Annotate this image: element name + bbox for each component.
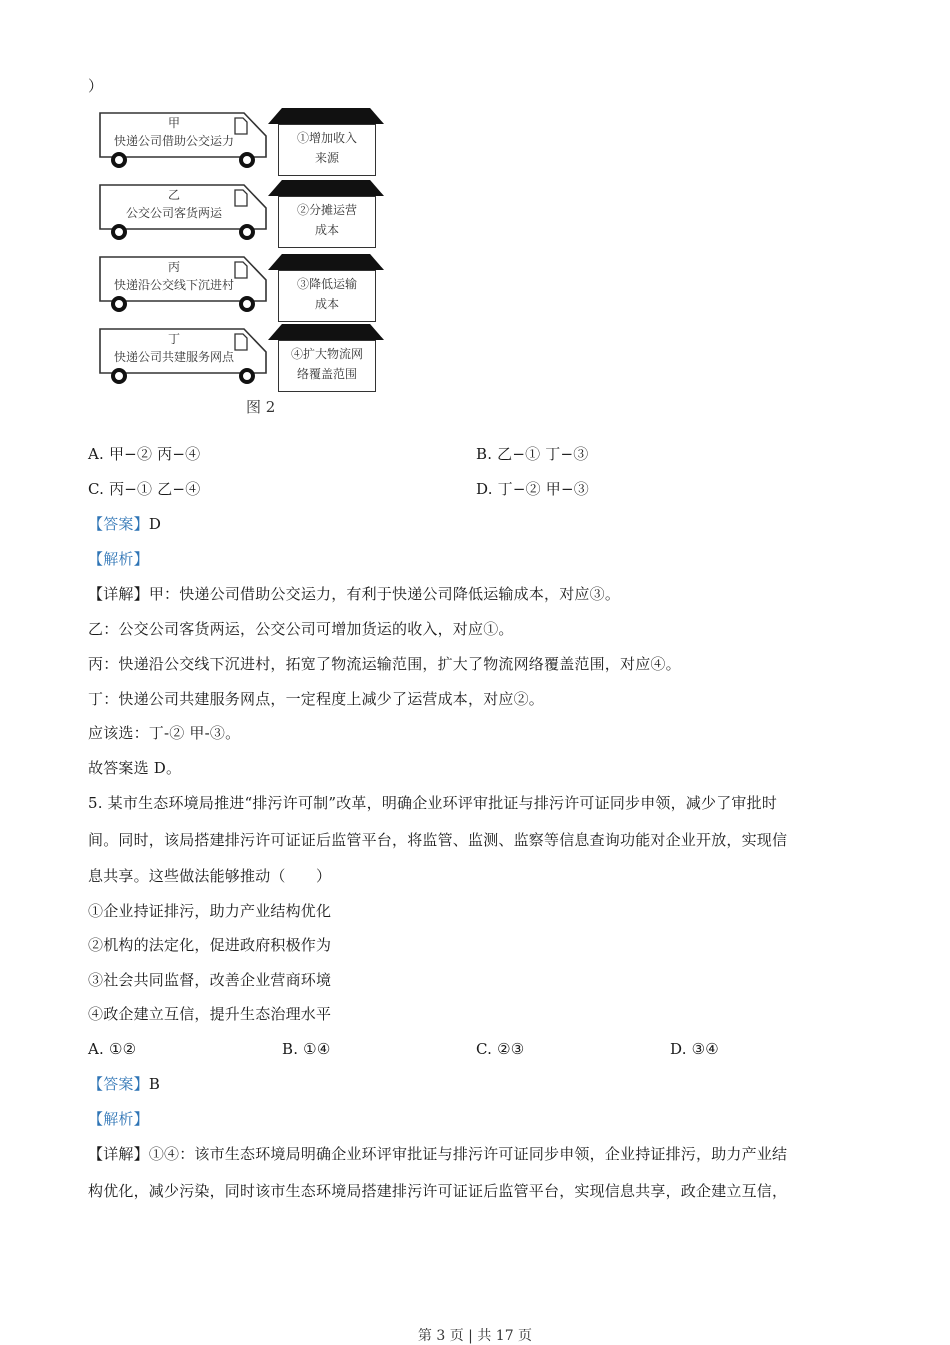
truck-text: 快递沿公交线下沉进村 <box>113 278 234 292</box>
q4-detail-line <box>88 584 620 604</box>
q5-stem-line: 5. 某市生态环境局推进“排污许可制”改革，明确企业环评审批证与排污许可证同步申领，减少了审批时 <box>88 794 778 812</box>
answer-label: 【答案】 <box>88 515 149 533</box>
page-footer: 第 3 页 | 共 17 页 <box>417 1328 533 1344</box>
house-text-line2: 络覆盖范围 <box>296 367 357 381</box>
house-text-line1: ④扩大物流网 <box>290 347 363 361</box>
q5-answer <box>88 1074 160 1094</box>
roof-icon <box>268 108 384 124</box>
option-text: ①④ <box>303 1040 331 1058</box>
answer-value: B <box>148 1075 161 1093</box>
q4-analysis-heading <box>88 549 149 569</box>
house-2 <box>268 180 384 248</box>
option-label: D. <box>476 480 493 498</box>
house-4 <box>268 324 384 392</box>
q5-option-b <box>282 1039 330 1059</box>
option-text: ③④ <box>691 1040 719 1058</box>
q4-detail-line: 乙：公交公司客货两运，公交公司可增加货运的收入，对应①。 <box>88 620 514 638</box>
house-3 <box>268 254 384 322</box>
q5-detail-line: 构优化，减少污染，同时该市生态环境局搭建排污许可证证后监管平台，实现信息共享，政企建立互信， <box>88 1182 788 1200</box>
truck-text: 公交公司客货两运 <box>125 206 222 220</box>
wheel-icon <box>239 368 255 384</box>
wheel-icon <box>239 152 255 168</box>
q4-answer <box>88 514 161 534</box>
house-text-line1: ②分摊运营 <box>296 203 357 217</box>
option-text: ①② <box>108 1040 137 1058</box>
wheel-icon <box>111 224 127 240</box>
previous-question-closing-paren: ） <box>88 77 104 95</box>
house-body <box>278 340 376 392</box>
figure-2-diagram <box>96 108 388 418</box>
q5-statement: ④政企建立互信，提升生态治理水平 <box>88 1005 332 1023</box>
house-body <box>278 196 376 248</box>
truck-jia <box>99 112 267 160</box>
q5-stem-line: 息共享。这些做法能够推动（ ） <box>88 867 332 885</box>
house-body <box>278 270 376 322</box>
q5-statement: ③社会共同监督，改善企业营商环境 <box>88 971 332 989</box>
option-label: D. <box>670 1040 687 1058</box>
truck-ding <box>99 328 267 376</box>
analysis-label: 【解析】 <box>88 1110 149 1128</box>
answer-value: D <box>148 515 162 533</box>
truck-text: 快递公司借助公交运力 <box>113 134 234 148</box>
q4-option-d <box>476 479 589 499</box>
option-text: 甲−② 丙−④ <box>108 445 201 463</box>
option-label: C. <box>476 1040 493 1058</box>
truck-bing <box>99 256 267 304</box>
option-label: B. <box>476 445 493 463</box>
house-text-line2: 成本 <box>314 297 339 311</box>
roof-icon <box>268 254 384 270</box>
house-1 <box>268 108 384 176</box>
wheel-icon <box>239 224 255 240</box>
q5-option-a <box>88 1039 136 1059</box>
wheel-icon <box>239 296 255 312</box>
detail-text: ①④：该市生态环境局明确企业环评审批证与排污许可证同步申领，企业持证排污，助力产业结 <box>148 1145 788 1163</box>
q5-detail-line <box>88 1144 787 1164</box>
analysis-label: 【解析】 <box>88 550 149 568</box>
wheel-icon <box>111 152 127 168</box>
q4-detail-line: 丙：快递沿公交线下沉进村，拓宽了物流运输范围，扩大了物流网络覆盖范围，对应④。 <box>88 655 681 673</box>
option-text: ②③ <box>497 1040 525 1058</box>
detail-label: 【详解】 <box>88 1145 149 1163</box>
option-label: C. <box>88 480 105 498</box>
wheel-icon <box>111 296 127 312</box>
q4-detail-line: 丁：快递公司共建服务网点，一定程度上减少了运营成本，对应②。 <box>88 690 545 708</box>
figure-caption: 图 2 <box>246 398 276 416</box>
option-text: 丁−② 甲−③ <box>497 480 589 498</box>
detail-text: 甲：快递公司借助公交运力，有利于快递公司降低运输成本，对应③。 <box>148 585 621 603</box>
q5-statement: ②机构的法定化，促进政府积极作为 <box>88 936 332 954</box>
option-text: 丙−① 乙−④ <box>109 480 201 498</box>
truck-yi <box>99 184 267 232</box>
option-label: A. <box>88 1040 105 1058</box>
truck-title: 甲 <box>167 116 180 130</box>
q4-option-c <box>88 479 200 499</box>
option-label: A. <box>88 445 105 463</box>
truck-title: 丁 <box>167 332 180 346</box>
q5-statement: ①企业持证排污，助力产业结构优化 <box>88 902 332 920</box>
q5-option-d <box>670 1039 719 1059</box>
q4-detail-line: 应该选：丁-② 甲-③。 <box>88 724 241 742</box>
detail-label: 【详解】 <box>88 585 149 603</box>
house-body <box>278 124 376 176</box>
house-text-line1: ③降低运输 <box>296 277 357 291</box>
answer-label: 【答案】 <box>88 1075 149 1093</box>
house-text-line2: 成本 <box>314 223 339 237</box>
house-text-line2: 来源 <box>314 151 339 165</box>
q5-stem-line: 间。同时，该局搭建排污许可证证后监管平台，将监管、监测、监察等信息查询功能对企业开放，实现信 <box>88 831 788 849</box>
truck-text: 快递公司共建服务网点 <box>113 350 234 364</box>
truck-title: 乙 <box>167 188 180 202</box>
q5-analysis-heading <box>88 1109 149 1129</box>
roof-icon <box>268 324 384 340</box>
truck-title: 丙 <box>167 260 180 274</box>
roof-icon <box>268 180 384 196</box>
q4-option-a <box>88 444 200 464</box>
wheel-icon <box>111 368 127 384</box>
q4-detail-line: 故答案选 D。 <box>88 759 182 777</box>
house-text-line1: ①增加收入 <box>296 131 357 145</box>
option-label: B. <box>282 1040 299 1058</box>
q4-option-b <box>476 444 588 464</box>
option-text: 乙−① 丁−③ <box>497 445 589 463</box>
q5-option-c <box>476 1039 524 1059</box>
